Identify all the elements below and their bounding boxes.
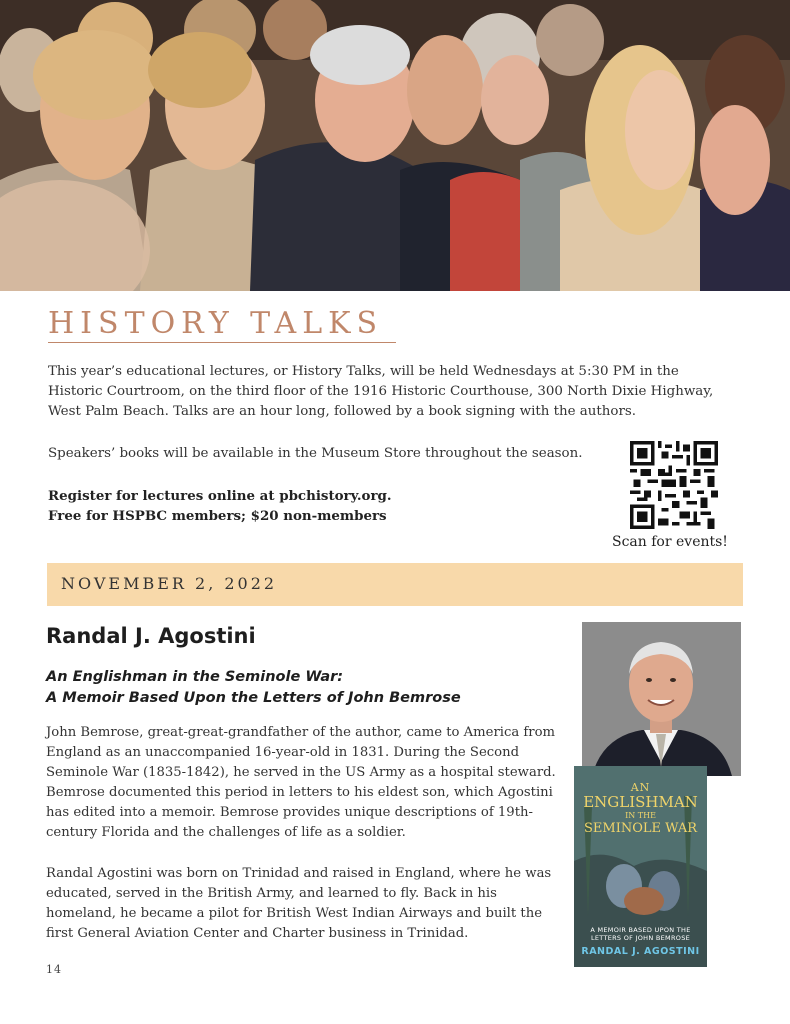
page-number: 14 — [46, 963, 62, 976]
cover-title — [574, 782, 707, 836]
price-line: Free for HSPBC members; $20 non-members — [48, 508, 387, 524]
book-title-line1: An Englishman in the Seminole War: — [46, 669, 344, 685]
section-title: HISTORY TALKS — [48, 306, 384, 341]
intro-paragraph: This year’s educational lectures, or History Talks, will be held Wednesdays at 5:30 PM in the Historic Courtroom, on the third floor of the 1916 Historic Courthouse, 300 North Dixie Highway, West Palm Beach. Talks are an hour long, followed by a book signing with the authors. — [48, 364, 714, 419]
cover-title-line4: SEMINOLE WAR — [583, 821, 698, 836]
event-date: NOVEMBER 2, 2022 — [61, 574, 278, 593]
book-cover — [574, 766, 707, 967]
registration-info — [48, 486, 608, 526]
cover-title-line2: ENGLISHMAN — [583, 793, 698, 811]
event-date-banner — [47, 563, 743, 606]
cover-title-line1: AN — [630, 781, 651, 794]
book-description: John Bemrose, great-great-grandfather of the author, came to America from England as an unaccompanied 16-year-old in 1831. During the Second Seminole War (1835-1842), he served in the US Army as a hospital steward. Bemrose documented this period in letters to his eldest son, which Agostini has edited into a memoir. Bemrose provides unique descriptions of 19th-century Florida and the challenges of life as a soldier. — [46, 725, 556, 840]
cover-title-line3: IN THE — [625, 811, 656, 820]
cover-author: RANDAL J. AGOSTINI — [581, 946, 700, 957]
speaker-name: Randal J. Agostini — [46, 624, 256, 648]
store-note: Speakers’ books will be available in the Museum Store throughout the season. — [48, 446, 583, 461]
qr-code[interactable] — [630, 441, 718, 529]
register-line: Register for lectures online at pbchistory.org. — [48, 488, 392, 504]
book-title-line2: A Memoir Based Upon the Letters of John Bemrose — [46, 690, 461, 706]
cover-subtitle: A MEMOIR BASED UPON THE LETTERS OF JOHN BEMROSE — [590, 926, 691, 942]
speaker-portrait — [582, 622, 741, 776]
qr-caption: Scan for events! — [612, 534, 728, 550]
title-underline — [48, 342, 396, 343]
author-bio: Randal Agostini was born on Trinidad and raised in England, where he was educated, served in the British Army, and learned to fly. Back in his homeland, he became a pilot for British West Indian Airways and built the first General Aviation Center and Charter business in Trinidad. — [46, 866, 552, 941]
book-title — [46, 667, 566, 709]
audience-photo — [0, 0, 790, 291]
